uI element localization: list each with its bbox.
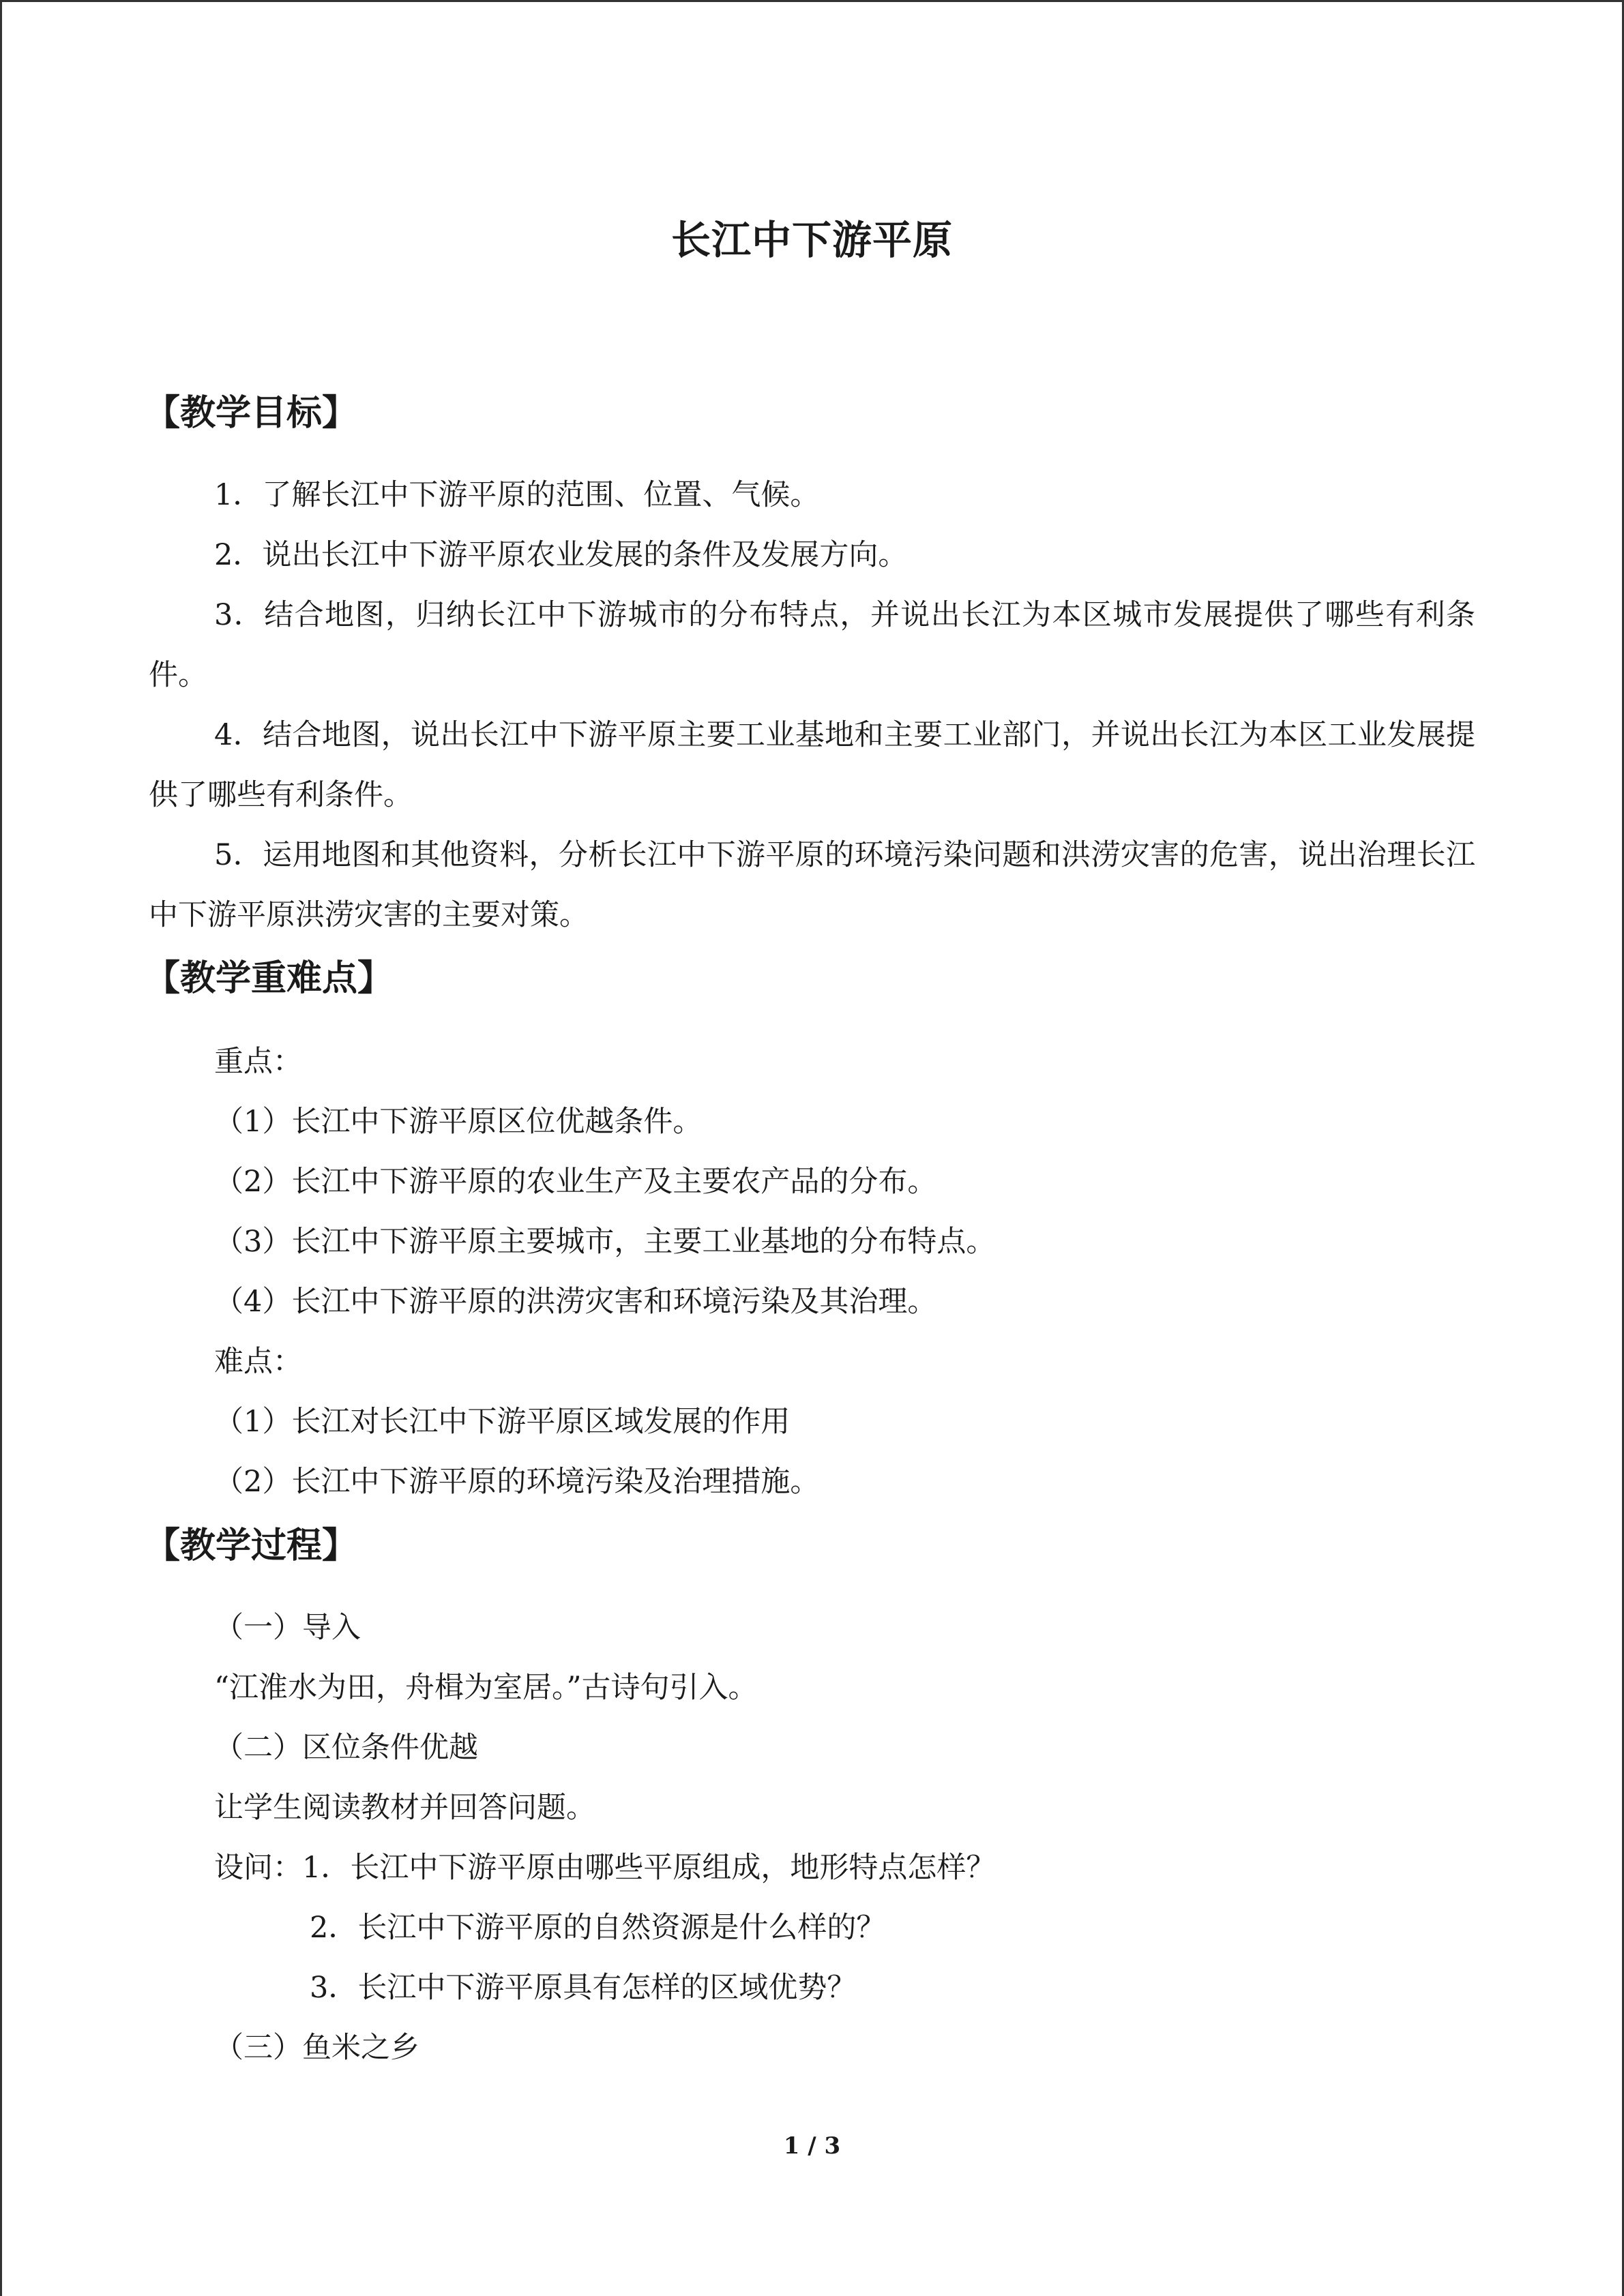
- process-last-line: （三）鱼米之乡: [214, 2031, 419, 2065]
- key-item-2: （2）长江中下游平原的农业生产及主要农产品的分布。: [214, 1165, 937, 1199]
- key-item-3: （3）长江中下游平原主要城市，主要工业基地的分布特点。: [214, 1225, 996, 1259]
- key-label: 重点：: [214, 1045, 302, 1079]
- process-line-4: 让学生阅读教材并回答问题。: [214, 1791, 595, 1825]
- key-item-1: （1）长江中下游平原区位优越条件。: [214, 1105, 703, 1139]
- objectives-heading: 【教学目标】: [145, 393, 358, 434]
- process-line-3: （二）区位条件优越: [214, 1731, 478, 1765]
- difficult-item-1: （1）长江对长江中下游平原区域发展的作用: [214, 1405, 791, 1439]
- sub-question-2: 2．长江中下游平原的自然资源是什么样的？: [310, 1911, 886, 1945]
- sub-question-3: 3．长江中下游平原具有怎样的区域优势？: [310, 1971, 857, 2005]
- process-line-1: （一）导入: [214, 1611, 361, 1645]
- objective-item-2: 2．说出长江中下游平原农业发展的条件及发展方向。: [214, 538, 908, 572]
- key-points-heading: 【教学重难点】: [145, 958, 394, 999]
- difficult-item-2: （2）长江中下游平原的环境污染及治理措施。: [214, 1465, 820, 1499]
- document-page: [145, 0, 1475, 2296]
- document-title: 长江中下游平原: [670, 217, 953, 263]
- page-number: 1 / 3: [783, 2132, 841, 2160]
- process-heading: 【教学过程】: [145, 1525, 358, 1566]
- objective-item-4: 4．结合地图，说出长江中下游平原主要工业基地和主要工业部门，并说出长江为本区工业发展提供了哪些有利条件。: [149, 718, 1475, 812]
- difficult-label: 难点：: [214, 1345, 302, 1379]
- page-border-left: [0, 0, 2, 2296]
- process-line-2: “江淮水为田，舟楫为室居。”古诗句引入。: [214, 1671, 758, 1705]
- key-item-4: （4）长江中下游平原的洪涝灾害和环境污染及其治理。: [214, 1285, 937, 1319]
- objective-item-1: 1．了解长江中下游平原的范围、位置、气候。: [214, 478, 820, 512]
- process-line-5: 设问：1．长江中下游平原由哪些平原组成，地形特点怎样？: [214, 1851, 996, 1885]
- objective-item-3: 3．结合地图，归纳长江中下游城市的分布特点，并说出长江为本区城市发展提供了哪些有利条件。: [149, 598, 1475, 692]
- objective-item-5: 5．运用地图和其他资料，分析长江中下游平原的环境污染问题和洪涝灾害的危害，说出治理长江中下游平原洪涝灾害的主要对策。: [149, 838, 1475, 932]
